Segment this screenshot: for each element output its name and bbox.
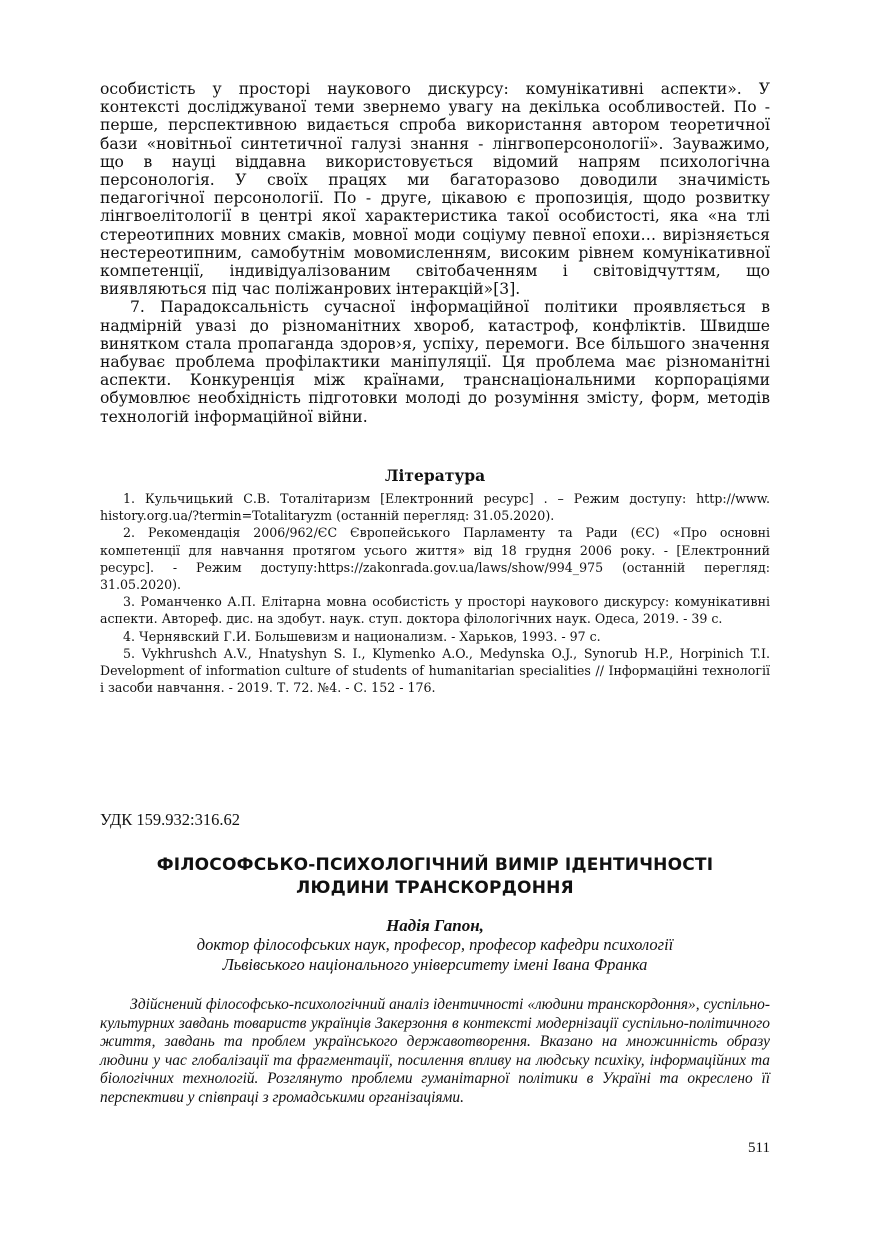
body-text — [100, 80, 770, 426]
abstract: Здійснений філософсько-психологічний аналіз ідентичності «людини транскордоння», суспільно-культурних завдань товариств українців Закерзоння в контексті модернізації суспільно-політичного життя, завдань та проблем українського державотворення. Вказано на множинність образу людини у час глобалізації та фрагментації, посилення впливу на людську психіку, інформаційних та біологічних технологій. Розглянуто проблеми гуманітарної політики в Україні та окреслено її перспективи у співпраці з громадськими організаціями. — [100, 996, 770, 1106]
author-affiliation — [100, 935, 770, 975]
body-paragraph-2: 7. Парадоксальність сучасної інформаційної політики проявляється в надмірній увазі до різноманітних хвороб, катастроф, конфліктів. Швидше винятком стала пропаганда здоров›я, успіху, перемоги. Все більшого значення набуває проблема профілактики маніпуляції. Ця проблема має різноманітні аспекти. Конкуренція між країнами, транснаціональними корпораціями обумовлює необхідність підготовки молоді до розуміння змісту, форм, методів технологій інформаційної війни. — [100, 298, 770, 426]
article-title-line-2: ЛЮДИНИ ТРАНСКОРДОННЯ — [296, 878, 574, 898]
author-name: Надія Гапон, — [386, 916, 484, 935]
references-list — [100, 490, 770, 696]
page-number: 511 — [748, 1140, 770, 1156]
reference-item-5: 5. Vykhrushch A.V., Hnatyshyn S. I., Klymenko A.O., Medynska O.J., Synorub H.P., Horpinich T.I. Development of information culture of students of humanitarian specialities // Інформаційні технології і засоби навчання. - 2019. Т. 72. №4. - С. 152 - 176. — [100, 645, 770, 696]
reference-item-1: 1. Кульчицький С.В. Тоталітаризм [Електронний ресурс] . – Режим доступу: http://www. history.org.ua/?termin=Totalitaryzm (останній перегляд: 31.05.2020). — [100, 491, 770, 524]
article-title-line-1: ФІЛОСОФСЬКО-ПСИХОЛОГІЧНИЙ ВИМІР ІДЕНТИЧНОСТІ — [156, 855, 714, 875]
reference-item-2: 2. Рекомендація 2006/962/ЄС Європейського Парламенту та Ради (ЄС) «Про основні компетенції для навчання протягом усього життя» від 18 грудня 2006 року. - [Електронний ресурс]. - Режим доступу:https://zakonrada.gov.ua/laws/show/994_975 (останній перегляд: 31.05.2020). — [100, 525, 770, 593]
affiliation-line-1: доктор філософських наук, професор, професор кафедри психології — [196, 935, 674, 954]
affiliation-line-2: Львівського національного університету імені Івана Франка — [222, 955, 648, 974]
reference-item-4: 4. Чернявский Г.И. Большевизм и национализм. - Харьков, 1993. - 97 с. — [123, 628, 601, 644]
reference-item-3: 3. Романченко А.П. Елітарна мовна особистість у просторі наукового дискурсу: комунікативні аспекти. Автореф. дис. на здобут. наук. ступ. доктора філологічних наук. Одеса, 2019. - 39 с. — [100, 594, 770, 627]
page — [100, 0, 770, 1240]
udk-code: УДК 159.932:316.62 — [100, 810, 240, 829]
body-paragraph-1: особистість у просторі наукового дискурсу: комунікативні аспекти». У контексті досліджуваної теми звернемо увагу на декілька особливостей. По - перше, перспективною видається спроба використання автором теоретичної бази «новітньої синтетичної галузі знання - лінгвоперсонології». Зауважимо, що в науці віддавна використовується відомий напрям психологічна персонологія. У своїх працях ми багаторазово доводили значимість педагогічної персонології. По - друге, цікавою є пропозиція, щодо розвитку лінгвоелітології в центрі якої характеристика такої особистості, яка «на тлі стереотипних мовних смаків, мовної моди соціуму певної епохи… вирізняється нестереотипним, самобутнім мовомисленням, високим рівнем комунікативної компетенції, індивідуалізованим світобаченням і світовідчуттям, що виявляються під час поліжанрових інтеракцій»[3]. — [100, 80, 770, 299]
references-heading: Література — [384, 466, 486, 485]
article-title — [100, 854, 770, 900]
